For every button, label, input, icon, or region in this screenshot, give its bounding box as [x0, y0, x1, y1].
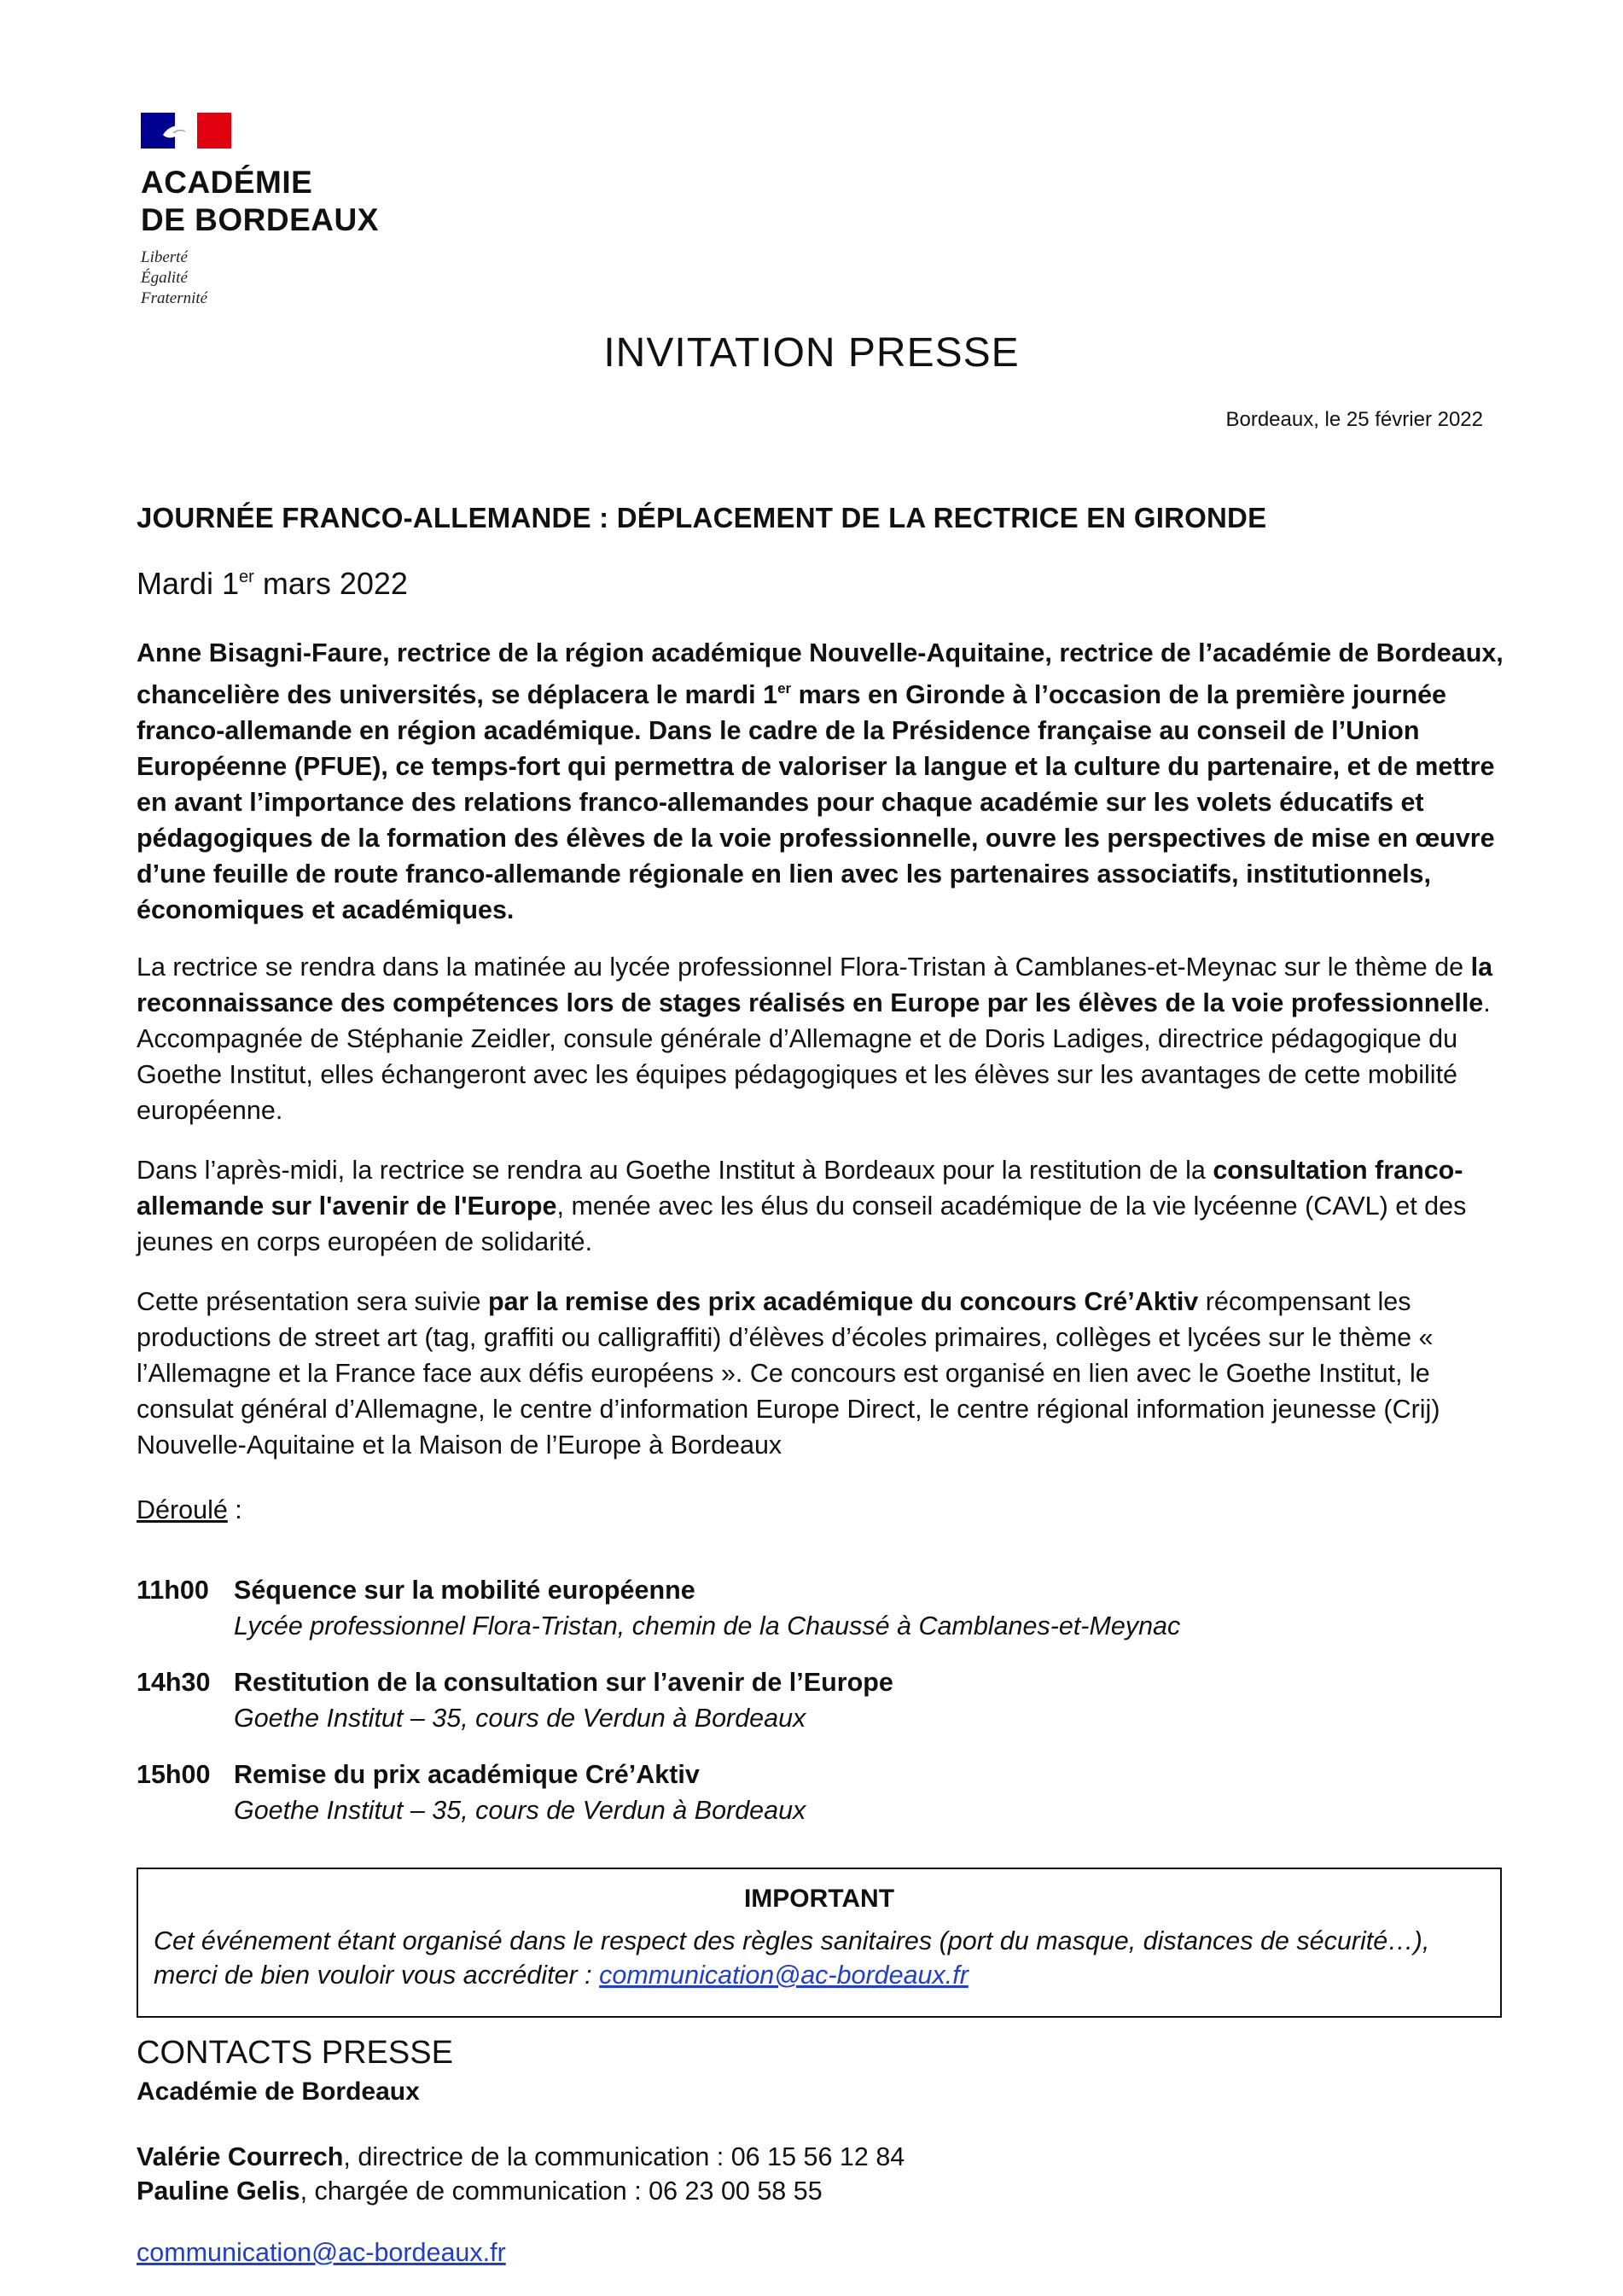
contact-role: , directrice de la communication : 06 15 56 12 84	[343, 2142, 905, 2171]
event-date	[137, 566, 1512, 602]
para2-text-b: . Accompagnée de Stéphanie Zeidler, consule générale d’Allemagne et de Doris Ladiges, directrice pédagogique du Goethe Institut, elles échangeront avec les équipes pédagogiques et les élèves sur les avantages de cette mobilité européenne.	[137, 988, 1491, 1125]
schedule-heading	[137, 1495, 1512, 1525]
important-text	[154, 1924, 1485, 1992]
event-date-sup: er	[239, 568, 254, 586]
event-date-month: mars 2022	[253, 566, 408, 601]
contact-name: Pauline Gelis	[137, 2177, 300, 2206]
headline: JOURNÉE FRANCO-ALLEMANDE : DÉPLACEMENT DE LA RECTRICE EN GIRONDE	[137, 502, 1267, 533]
schedule-time: 11h00	[137, 1576, 209, 1605]
contact-email-link[interactable]: communication@ac-bordeaux.fr	[137, 2238, 506, 2267]
contact-person	[137, 2142, 1512, 2172]
schedule-place: Goethe Institut – 35, cours de Verdun à Bordeaux	[234, 1796, 806, 1825]
schedule-details	[234, 1664, 893, 1736]
republic-flag-icon	[141, 113, 231, 149]
intro-text-b: mars en Gironde à l’occasion de la première journée franco-allemande en région académique. Dans le cadre de la Présidence française au conseil de l’Union Européenne (PFUE), ce temps-fort qui permettra de valoriser la langue et la culture du partenaire, et de mettre en avant l’importance des relations franco-allemandes pour chaque académie sur les volets éducatifs et pédagogiques de la formation des élèves de la voie professionnelle, ouvre les perspectives de mise en œuvre d’une feuille de route franco-allemande régionale en lien avec les partenaires associatifs, institutionnels, économiques et académiques.	[137, 680, 1495, 924]
academy-logo	[141, 113, 379, 309]
contact-person	[137, 2177, 1512, 2206]
schedule-time: 14h30	[137, 1668, 211, 1697]
marianne-profile-icon	[160, 118, 194, 143]
para2-text-a: La rectrice se rendra dans la matinée au lycée professionnel Flora-Tristan à Camblanes-et-Meynac sur le thème de	[137, 953, 1471, 982]
schedule-title: Séquence sur la mobilité européenne	[234, 1576, 695, 1605]
morning-paragraph	[137, 949, 1512, 1128]
motto-fraternite: Fraternité	[141, 289, 208, 307]
footer-email	[137, 2238, 1512, 2268]
contact-role: , chargée de communication : 06 23 00 58 55	[300, 2177, 823, 2206]
award-paragraph	[137, 1284, 1512, 1463]
para4-text-b: récompensant les productions de street art (tag, graffiti ou calligraffiti) d’élèves d’écoles primaires, collèges et lycées sur le thème « l’Allemagne et la France face aux défis européens ». Ce concours est organisé en lien avec le Goethe Institut, le consulat général d’Allemagne, le centre d’information Europe Direct, le centre régional information jeunesse (Crij) Nouvelle-Aquitaine et la Maison de l’Europe à Bordeaux	[137, 1287, 1440, 1460]
republic-motto	[141, 248, 379, 309]
schedule-title: Remise du prix académique Cré’Aktiv	[234, 1760, 700, 1789]
important-notice-box	[137, 1868, 1502, 2018]
schedule-place: Goethe Institut – 35, cours de Verdun à Bordeaux	[234, 1704, 806, 1733]
flag-red-stripe	[197, 113, 231, 149]
schedule-place: Lycée professionnel Flora-Tristan, chemin de la Chaussé à Camblanes-et-Meynac	[234, 1611, 1181, 1640]
contacts-title: CONTACTS PRESSE	[137, 2035, 453, 2071]
contact-name: Valérie Courrech	[137, 2142, 344, 2171]
para2-bold: la reconnaissance des compétences lors de stages réalisés en Europe par les élèves de la voie professionnelle	[137, 953, 1493, 1017]
document-date: Bordeaux, le 25 février 2022	[1225, 408, 1483, 431]
para4-bold: par la remise des prix académique du concours Cré’Aktiv	[487, 1287, 1199, 1316]
afternoon-paragraph	[137, 1152, 1512, 1260]
schedule-title: Restitution de la consultation sur l’avenir de l’Europe	[234, 1668, 893, 1697]
para3-text-b: , menée avec les élus du conseil académique de la vie lycéenne (CAVL) et des jeunes en corps européen de solidarité.	[137, 1192, 1467, 1256]
important-title: IMPORTANT	[743, 1885, 895, 1913]
motto-liberte: Liberté	[141, 248, 188, 266]
motto-egalite: Égalité	[141, 269, 188, 287]
contacts-organization: Académie de Bordeaux	[137, 2077, 420, 2106]
accreditation-email-link[interactable]: communication@ac-bordeaux.fr	[599, 1961, 969, 1990]
schedule-details	[234, 1572, 1180, 1644]
para4-text-a: Cette présentation sera suivie	[137, 1287, 488, 1316]
para3-text-a: Dans l’après-midi, la rectrice se rendra au Goethe Institut à Bordeaux pour la restitution de la	[137, 1156, 1213, 1185]
schedule-time: 15h00	[137, 1760, 211, 1789]
intro-sup: er	[777, 680, 792, 696]
event-date-day: Mardi 1	[137, 566, 240, 601]
schedule-details	[234, 1757, 806, 1828]
academy-name-line2: DE BORDEAUX	[141, 202, 379, 237]
schedule-heading-label: Déroulé	[137, 1495, 228, 1524]
schedule-heading-colon: :	[227, 1495, 242, 1524]
intro-paragraph	[137, 635, 1512, 928]
academy-name-line1: ACADÉMIE	[141, 165, 313, 200]
academy-name	[141, 164, 379, 239]
para3-bold: consultation franco-allemande sur l'avenir de l'Europe	[137, 1156, 1463, 1221]
document-title: INVITATION PRESSE	[603, 330, 1020, 376]
intro-text-a: Anne Bisagni-Faure, rectrice de la région académique Nouvelle-Aquitaine, rectrice de l’académie de Bordeaux, chancelière des universités, se déplacera le mardi 1	[137, 638, 1504, 709]
important-body: Cet événement étant organisé dans le respect des règles sanitaires (port du masque, distances de sécurité…), merci de bien vouloir vous accréditer :	[154, 1926, 1430, 1990]
